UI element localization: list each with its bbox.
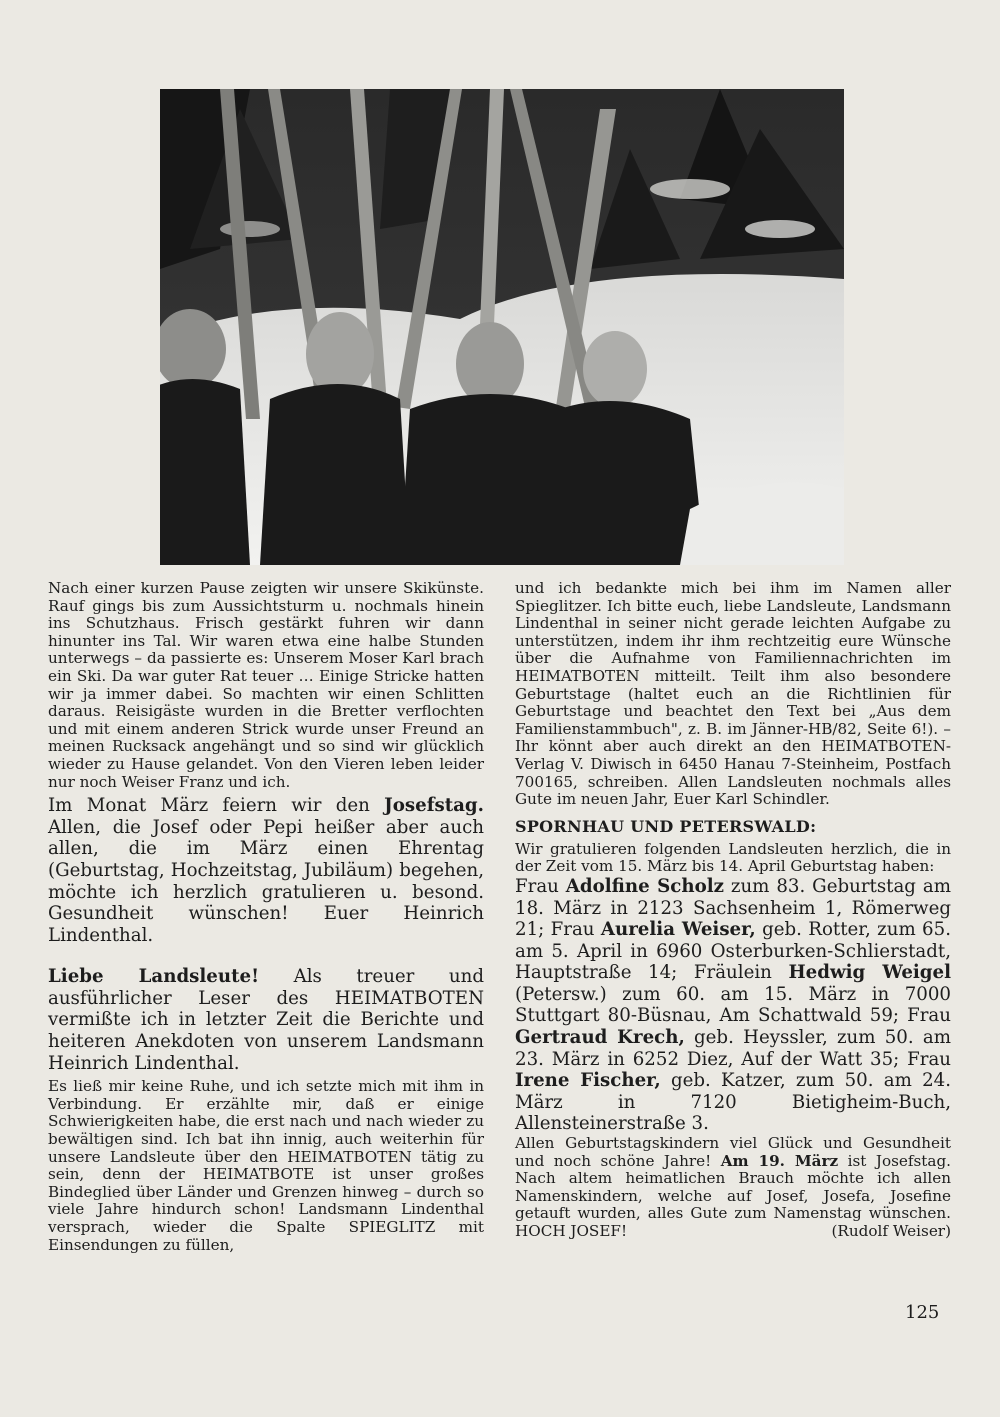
birthday-text-1: zum 83. Geburtstag am 18. März in 2123 Sachsenheim 1, Römerweg 21; Frau bbox=[515, 875, 951, 941]
birthday-name-2: Aurelia Weiser, bbox=[600, 919, 756, 941]
liebe-landsleute: Liebe Landsleute! bbox=[48, 966, 260, 988]
birthday-name-4: Gertraud Krech, bbox=[515, 1027, 685, 1049]
right-paragraph-4-pre: Allen Geburtstagskindern viel Glück und Gesundheit und noch schöne Jahre! bbox=[515, 1134, 951, 1170]
right-column bbox=[515, 580, 951, 1241]
birthday-name-3: Hedwig Weigel bbox=[788, 962, 951, 984]
left-paragraph-1: Nach einer kurzen Pause zeigten wir unsere Skikünste. Rauf gings bis zum Aussichtsturm u. nochmals hinein ins Schutzhaus. Frisch gestärkt fuhren wir dann hinunter ins Tal. Wir waren etwa eine halbe Stunden unterwegs – da passierte es: Unserem Moser Karl brach ein Ski. Da war guter Rat teuer … Einige Stricke hatten wir ja immer dabei. So machten wir einen Schlitten daraus. Reisigäste wurden in die Bretter verflochten und mit einem anderen Strick wurde unser Freund an meinen Rucksack angehängt und so sind wir glücklich wieder zu Hause gelandet. Von den Vieren leben leider nur noch Weiser Franz und ich. bbox=[48, 579, 484, 791]
right-paragraph-2: Wir gratulieren folgenden Landsleuten herzlich, die in der Zeit vom 15. März bis 14. April Geburtstag haben: bbox=[515, 839, 951, 876]
left-paragraph-3-text: Als treuer und ausführlicher Leser des HEIMATBOTEN vermißte ich in letzter Zeit die Berichte und heiteren Anekdoten von unserem Landsmann Heinrich Lindenthal. bbox=[48, 966, 484, 1074]
date-bold: Am 19. März bbox=[720, 1151, 839, 1170]
left-paragraph-2 bbox=[48, 795, 484, 946]
birthday-text-2: geb. Rotter, zum 65. am 5. April in 6960 Osterburken-Schlierstadt, Hauptstraße 14; Fräulein bbox=[515, 919, 951, 984]
birthday-text-3: (Petersw.) zum 60. am 15. März in 7000 Stuttgart 80-Büsnau, Am Schattwald 59; Frau bbox=[515, 983, 951, 1027]
right-paragraph-1: und ich bedankte mich bei ihm im Namen aller Spieglitzer. Ich bitte euch, liebe Landsleute, Landsmann Lindenthal in seiner nicht gerade leichten Aufgabe zu unterstützen, indem ihr ihm rechtzeitig eure Wünsche über die Aufnahme von Familiennachrichten im HEIMATBOTEN mitteilt. Teilt ihm also besondere Geburtstage (haltet euch an die Richtlinien für Geburtstage und beachtet den Text bei „Aus dem Familienstammbuch", z. B. im Jänner-HB/82, Seite 6!). – Ihr könnt aber auch direkt an den HEIMATBOTEN-Verlag V. Diwisch in 6450 Hanau 7-Steinheim, Postfach 700165, schreiben. Allen Landsleuten nochmals alles Gute im neuen Jahr, Euer Karl Schindler. bbox=[515, 579, 951, 809]
birthday-text-5: geb. Katzer, zum 50. am 24. März in 7120 Bietigheim-Buch, Allensteinerstraße 3. bbox=[515, 1070, 951, 1135]
josefstag-rest: Allen, die Josef oder Pepi heißer aber auch allen, die im März einen Ehrentag (Geburtstag, Hochzeitstag, Jubiläum) begehen, möchte ich herzlich gratulieren u. besond. Gesundheit wünschen! Euer Heinrich Lindenthal. bbox=[48, 816, 484, 946]
left-column bbox=[48, 580, 484, 1254]
josefstag-intro: Im Monat März feiern wir den bbox=[48, 795, 370, 817]
right-paragraph-4 bbox=[515, 1135, 951, 1241]
left-paragraph-4: Es ließ mir keine Ruhe, und ich setzte mich mit ihm in Verbindung. Er erzählte mir, daß er einige Schwierigkeiten habe, die erst nach und nach wieder zu bewältigen sind. Ich bat ihn innig, auch weiterhin für unsere Landsleute über den HEIMATBOTEN tätig zu sein, denn der HEIMATBOTE ist unser großes Bindeglied über Länder und Grenzen hinweg – durch so viele Jahre hindurch schon! Landsmann Lindenthal versprach, wieder die Spalte SPIEGLITZ mit Einsendungen zu füllen, bbox=[48, 1077, 484, 1254]
page-number: 125 bbox=[905, 1302, 940, 1323]
birthday-text-4: geb. Heyssler, zum 50. am 23. März in 6252 Diez, Auf der Watt 35; Frau bbox=[515, 1027, 951, 1070]
group-photo bbox=[160, 89, 844, 565]
josefstag-bold: Josefstag. bbox=[384, 795, 484, 817]
birthday-list bbox=[515, 876, 951, 1135]
right-paragraph-4-rest: ist Josefstag. Nach altem heimatlichen Brauch möchte ich allen Namenskindern, welche auf Josef, Josefa, Josefine getauft wurden, alles Gute zum Namenstag wünschen. HOCH JOSEF! bbox=[515, 1151, 952, 1240]
signature: (Rudolf Weiser) bbox=[831, 1222, 951, 1240]
left-paragraph-3 bbox=[48, 966, 484, 1074]
birthday-name-5: Irene Fischer, bbox=[515, 1070, 661, 1092]
birthday-name-1: Adolfine Scholz bbox=[565, 875, 724, 897]
section-heading: SPORNHAU UND PETERSWALD: bbox=[515, 816, 817, 836]
photo-icon bbox=[160, 89, 844, 565]
birthday-pre: Frau bbox=[515, 875, 559, 897]
